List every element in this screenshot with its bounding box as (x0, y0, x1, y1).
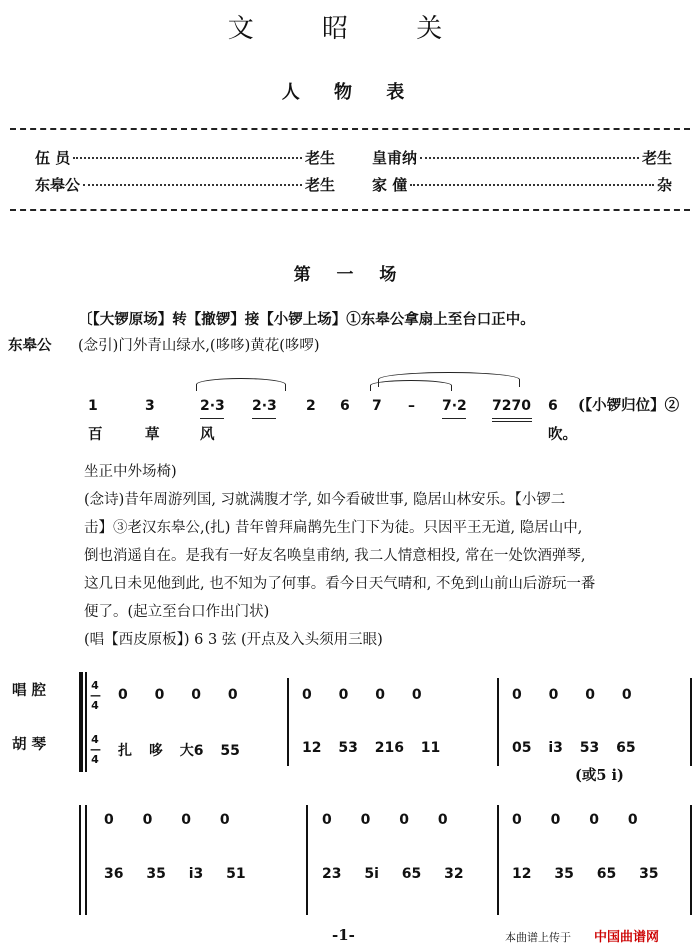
cast-role: 杂 (656, 176, 672, 194)
cast-row (35, 147, 335, 168)
measure: 05 i3 53 65 (512, 740, 636, 756)
cast-role: 老生 (641, 149, 672, 167)
measure: 0 0 0 0 (512, 687, 632, 703)
cast-name: 伍 员 (35, 149, 71, 167)
note: 7270 (492, 398, 531, 414)
alternate-note: (或5 i) (575, 767, 624, 784)
barline (287, 678, 289, 766)
footer-logo[interactable]: 中国曲谱网 (594, 930, 660, 945)
text-line: (唱【西皮原板】) 6 3 弦 (开点及入头须用三眼) (84, 632, 383, 648)
staff-label-voice: 唱 腔 (12, 682, 47, 699)
system-brace (79, 672, 83, 772)
cast-name: 家 僮 (372, 176, 408, 194)
cue-note: (【小锣归位】② (578, 397, 680, 414)
stage-direction: 〔【大锣原场】转【撤锣】接【小锣上场】①东皋公拿扇上至台口正中。 (78, 311, 535, 328)
measure: 0 0 0 0 (104, 812, 230, 828)
barline (497, 805, 499, 915)
page-title: 文 昭 关 (227, 14, 473, 44)
note: 2·3 (200, 398, 225, 414)
staff-label-huqin: 胡 琴 (12, 736, 47, 753)
scene-heading: 第 一 场 (293, 265, 407, 285)
slur-mark (370, 380, 452, 391)
note: 7·2 (442, 398, 467, 414)
text-line: (念诗)昔年周游列国, 习就满腹才学, 如今看破世事, 隐居山林安乐。【小锣二 (84, 492, 566, 508)
barline (306, 805, 308, 915)
cast-role: 老生 (304, 149, 335, 167)
measure: 0 0 0 0 (302, 687, 422, 703)
slur-mark (196, 378, 286, 391)
note: 6 (340, 398, 350, 414)
note: 2·3 (252, 398, 277, 414)
text-line: 便了。(起立至台口作出门状) (84, 604, 270, 620)
note: 1 (88, 398, 98, 414)
footer-note: 本曲谱上传于 (505, 931, 571, 944)
measure: 36 35 i3 51 (104, 866, 246, 882)
barline (690, 678, 692, 766)
note: 7 (372, 398, 382, 414)
text-line: 这几日未见他到此, 也不知为了何事。看今日天气晴和, 不免到山前山后游玩一番 (84, 576, 596, 592)
speaker-name: 东皋公 (8, 337, 52, 354)
divider-bottom (10, 209, 690, 211)
cast-name: 皇甫纳 (372, 149, 418, 167)
note: 2 (306, 398, 316, 414)
text-line: 坐正中外场椅) (84, 464, 177, 480)
lyric: 风 (200, 426, 215, 443)
lyric: 吹。 (548, 426, 577, 443)
note: 6 (548, 398, 558, 414)
cast-role: 老生 (304, 176, 335, 194)
time-signature: 4 — 4 (90, 679, 101, 712)
page-number: -1- (332, 926, 355, 944)
lyric: 草 (145, 426, 160, 443)
text-line: 倒也消遥自在。是我有一好友名唤皇甫纳, 我二人情意相投, 常在一处饮酒弹琴, (84, 548, 586, 564)
measure: 0 0 0 0 (322, 812, 448, 828)
cast-row (372, 174, 672, 195)
time-signature: 4 — 4 (90, 733, 101, 766)
barline (497, 678, 499, 766)
measure: 0 0 0 0 (118, 687, 238, 703)
measure: 0 0 0 0 (512, 812, 638, 828)
recite-line: (念引)门外青山绿水,(哆哆)黄花(哆啰) (78, 338, 320, 354)
measure: 12 53 216 11 (302, 740, 441, 756)
lyric: 百 (88, 426, 103, 443)
text-line: 击】③老汉东皋公,(扎) 昔年曾拜扁鹊先生门下为徒。只因平王无道, 隐居山中, (84, 520, 583, 536)
barline (690, 805, 692, 915)
measure: 23 5i 65 32 (322, 866, 464, 882)
cast-row (372, 147, 672, 168)
cast-name: 东皋公 (35, 176, 81, 194)
cast-heading: 人 物 表 (281, 82, 419, 103)
measure: 12 35 65 35 (512, 866, 659, 882)
measure: 扎 哆 大6 55 (118, 743, 240, 759)
divider-top (10, 128, 690, 130)
note: – (408, 398, 415, 414)
cast-row (35, 174, 335, 195)
system-brace (79, 805, 81, 915)
note: 3 (145, 398, 155, 414)
